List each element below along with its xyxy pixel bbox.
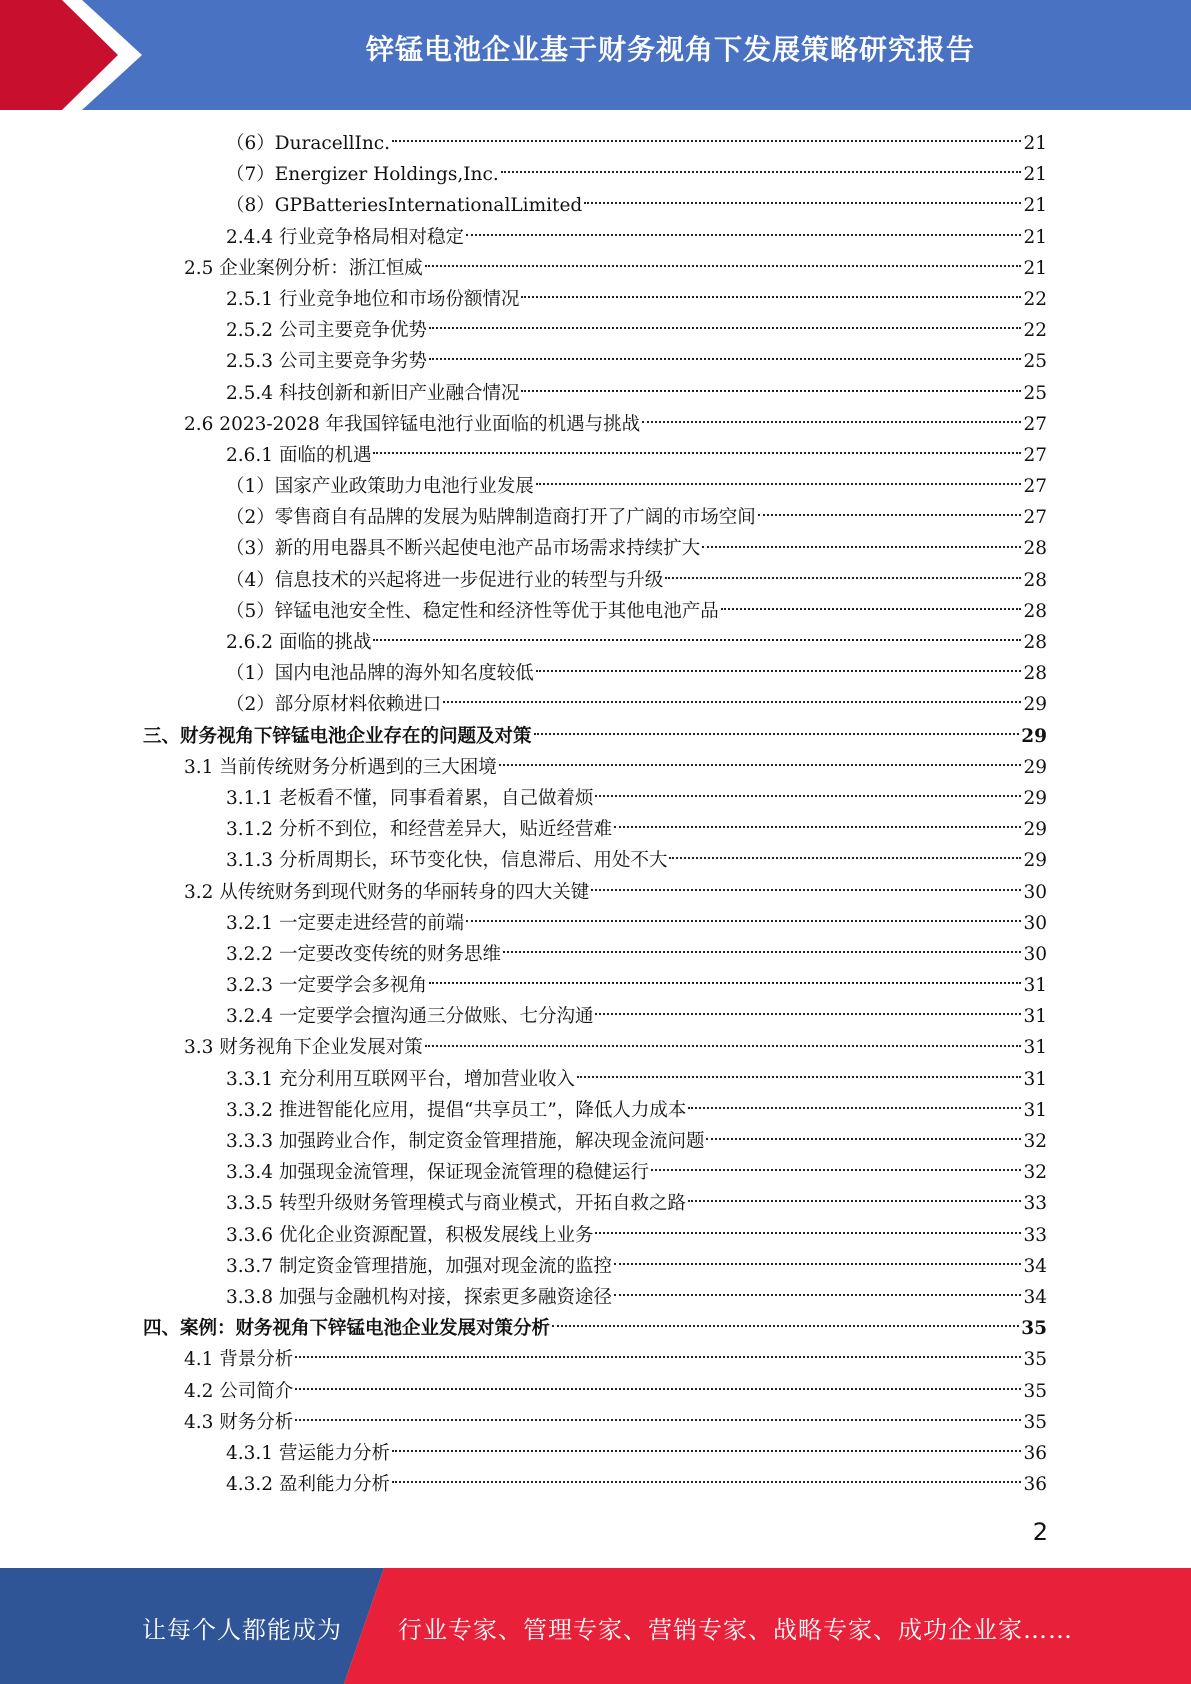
header-arrow-graphic [0,0,160,110]
toc-entry-page: 34 [1023,1286,1047,1308]
toc-entry-title: 3.2.4 一定要学会擅沟通三分做账、七分沟通 [226,1006,594,1028]
toc-entry-title: 3.1.3 分析周期长，环节变化快，信息滞后、用处不大 [226,850,668,872]
toc-entry-page: 35 [1023,1380,1047,1402]
toc-entry-page: 28 [1023,632,1047,653]
toc-entry-title: 三、财务视角下锌锰电池企业存在的问题及对策 [143,725,532,747]
toc-entry[interactable] [0,1188,1191,1219]
toc-entry-page: 29 [1023,756,1047,778]
toc-entry[interactable] [0,658,1191,689]
toc-entry[interactable] [0,1126,1191,1157]
toc-entry[interactable] [0,783,1191,814]
toc-dot-leader [614,1293,1021,1296]
toc-dot-leader [373,451,1021,454]
toc-entry[interactable] [0,565,1191,596]
toc-dot-leader [392,1449,1021,1452]
toc-dot-leader [721,607,1022,610]
toc-entry-title: 3.1.2 分析不到位，和经营差异大，贴近经营难 [226,819,612,841]
toc-entry-title: 2.5 企业案例分析：浙江恒威 [184,257,423,279]
toc-entry-page: 21 [1023,257,1047,279]
toc-dot-leader [466,233,1021,236]
toc-entry-title: （1）国内电池品牌的海外知名度较低 [226,663,534,685]
toc-entry[interactable] [0,1438,1191,1469]
toc-dot-leader [501,170,1022,173]
toc-dot-leader [651,1168,1021,1171]
toc-entry-title: 四、案例：财务视角下锌锰电池企业发展对策分析 [143,1318,551,1340]
toc-dot-leader [706,1137,1021,1140]
toc-entry[interactable] [0,222,1191,253]
toc-entry-page: 31 [1023,1068,1047,1090]
toc-dot-leader [536,482,1022,485]
toc-entry[interactable] [0,627,1191,658]
toc-dot-leader [425,1044,1022,1047]
toc-dot-leader [614,1262,1021,1265]
toc-entry-title: 2.6 2023-2028 年我国锌锰电池行业面临的机遇与挑战 [184,413,641,435]
toc-entry[interactable] [0,1032,1191,1063]
toc-dot-leader [429,357,1021,360]
toc-entry[interactable] [0,1220,1191,1251]
toc-entry[interactable] [0,845,1191,876]
toc-entry[interactable] [0,939,1191,970]
toc-dot-leader [373,638,1021,641]
toc-entry-title: （4）信息技术的兴起将进一步促进行业的转型与升级 [226,569,664,591]
toc-dot-leader [552,1324,1019,1327]
toc-entry-page: 29 [1023,694,1047,716]
toc-dot-leader [584,201,1021,204]
toc-entry-page: 32 [1023,1162,1047,1184]
toc-entry-title: 3.3.6 优化企业资源配置，积极发展线上业务 [226,1224,594,1246]
toc-entry-page: 36 [1023,1442,1047,1464]
toc-entry[interactable] [0,533,1191,564]
toc-entry-title: 3.3.3 加强跨业合作，制定资金管理措施，解决现金流问题 [226,1131,705,1152]
toc-dot-leader [688,1199,1021,1202]
toc-entry-title: （8）GPBatteriesInternationalLimited [226,195,583,217]
toc-entry-page: 27 [1023,413,1047,435]
toc-entry[interactable] [0,409,1191,440]
toc-entry-page: 31 [1023,975,1047,997]
toc-entry-page: 27 [1023,476,1047,498]
toc-entry-page: 35 [1023,1411,1047,1433]
toc-entry[interactable] [0,877,1191,908]
toc-entry-title: 4.3 财务分析 [184,1411,294,1433]
toc-entry-page: 36 [1023,1474,1047,1496]
toc-dot-leader [521,295,1021,298]
toc-entry-page: 35 [1021,1318,1047,1340]
toc-entry[interactable] [0,1344,1191,1375]
toc-entry-page: 21 [1023,164,1047,186]
toc-entry[interactable] [0,689,1191,720]
toc-entry-title: 2.5.4 科技创新和新旧产业融合情况 [226,382,520,404]
page-footer [0,1568,1191,1684]
toc-entry[interactable] [0,315,1191,346]
toc-entry[interactable] [0,346,1191,377]
toc-entry-page: 30 [1023,881,1047,903]
toc-entry-title: 3.2.2 一定要改变传统的财务思维 [226,943,501,965]
toc-dot-leader [499,763,1022,766]
toc-dot-leader [614,825,1021,828]
toc-dot-leader [392,139,1021,142]
toc-entry[interactable] [0,159,1191,190]
toc-entry[interactable] [0,378,1191,409]
toc-entry-title: 4.2 公司简介 [184,1380,294,1402]
header-red-arrow [0,0,118,110]
toc-entry[interactable] [0,190,1191,221]
toc-entry[interactable] [0,1376,1191,1407]
toc-entry-page: 27 [1023,507,1047,529]
toc-dot-leader [392,1480,1021,1483]
toc-dot-leader [536,669,1022,672]
toc-dot-leader [642,420,1021,423]
toc-entry-page: 32 [1023,1131,1047,1152]
toc-dot-leader [577,1075,1021,1078]
toc-dot-leader [521,389,1021,392]
toc-entry[interactable] [0,1064,1191,1095]
toc-entry-title: （2）零售商自有品牌的发展为贴牌制造商打开了广阔的市场空间 [226,507,756,529]
toc-entry[interactable] [0,1251,1191,1282]
toc-dot-leader [466,919,1021,922]
toc-entry-title: 2.5.2 公司主要竞争优势 [226,320,427,342]
toc-entry-title: 3.3.8 加强与金融机构对接，探索更多融资途径 [226,1286,612,1308]
toc-entry-title: （1）国家产业政策助力电池行业发展 [226,476,534,498]
toc-entry-title: 3.3.5 转型升级财务管理模式与商业模式，开拓自救之路 [226,1193,686,1215]
toc-entry[interactable] [0,128,1191,159]
toc-dot-leader [503,950,1021,953]
toc-entry-title: （3）新的用电器具不断兴起使电池产品市场需求持续扩大 [226,538,701,560]
toc-entry-title: 3.1.1 老板看不懂，同事看着累，自己做着烦 [226,787,594,809]
toc-entry[interactable] [0,1469,1191,1500]
toc-entry-page: 31 [1023,1037,1047,1059]
toc-entry-title: 3.2 从传统财务到现代财务的华丽转身的四大关键 [184,881,590,903]
toc-entry-title: 4.3.2 盈利能力分析 [226,1474,390,1496]
report-title: 锌锰电池企业基于财务视角下发展策略研究报告 [365,33,975,66]
toc-entry-page: 27 [1023,444,1047,466]
toc-entry-title: 2.4.4 行业竞争格局相对稳定 [226,226,464,248]
toc-dot-leader [591,888,1021,891]
toc-entry[interactable] [0,1282,1191,1313]
toc-dot-leader [669,856,1021,859]
toc-entry-title: 3.2.1 一定要走进经营的前端 [226,912,464,934]
toc-entry[interactable] [0,471,1191,502]
toc-entry-page: 33 [1023,1224,1047,1246]
footer-slogan-left: 让每个人都能成为 [142,1616,342,1644]
toc-entry-title: 3.3.4 加强现金流管理，保证现金流管理的稳健运行 [226,1162,649,1184]
toc-dot-leader [665,576,1021,579]
toc-entry-title: 2.6.2 面临的挑战 [226,632,372,653]
toc-entry-page: 31 [1023,1099,1047,1121]
toc-entry[interactable] [0,1001,1191,1032]
toc-entry[interactable] [0,502,1191,533]
toc-entry-page: 25 [1023,382,1047,404]
toc-entry-page: 28 [1023,600,1047,622]
toc-entry[interactable] [0,1313,1191,1344]
toc-entry-page: 33 [1023,1193,1047,1215]
toc-entry-title: 3.3.7 制定资金管理措施，加强对现金流的监控 [226,1255,612,1277]
toc-dot-leader [295,1418,1021,1421]
toc-entry-title: 3.3 财务视角下企业发展对策 [184,1037,423,1059]
toc-entry-page: 29 [1023,819,1047,841]
toc-entry-title: （5）锌锰电池安全性、稳定性和经济性等优于其他电池产品 [226,600,719,622]
toc-dot-leader [429,326,1021,329]
toc-entry-title: 3.2.3 一定要学会多视角 [226,975,427,997]
toc-entry-title: （2）部分原材料依赖进口 [226,694,442,716]
toc-entry-title: （7）Energizer Holdings,Inc. [226,164,499,186]
footer-slogan-right: 行业专家、管理专家、营销专家、战略专家、成功企业家…… [398,1616,1073,1644]
toc-dot-leader [443,700,1021,703]
toc-dot-leader [595,1231,1021,1234]
toc-entry-page: 28 [1023,663,1047,685]
toc-entry[interactable] [0,596,1191,627]
toc-dot-leader [688,1106,1021,1109]
toc-dot-leader [595,794,1021,797]
toc-entry[interactable] [0,253,1191,284]
toc-entry-page: 28 [1023,569,1047,591]
toc-entry-page: 29 [1023,850,1047,872]
toc-entry[interactable] [0,970,1191,1001]
toc-entry-page: 29 [1023,787,1047,809]
page-number: 2 [1032,1518,1048,1546]
toc-entry-page: 21 [1023,133,1047,154]
toc-entry[interactable] [0,908,1191,939]
page-header [0,0,1191,110]
toc-dot-leader [702,545,1021,548]
toc-entry-page: 25 [1023,351,1047,373]
toc-entry-page: 21 [1023,226,1047,248]
toc-entry[interactable] [0,284,1191,315]
toc-entry[interactable] [0,814,1191,845]
toc-entry-title: 2.6.1 面临的机遇 [226,444,372,466]
toc-entry[interactable] [0,1157,1191,1188]
toc-entry[interactable] [0,1407,1191,1438]
toc-entry-page: 22 [1023,320,1047,342]
toc-entry-title: 3.3.1 充分利用互联网平台，增加营业收入 [226,1068,575,1090]
toc-entry-title: 3.1 当前传统财务分析遇到的三大困境 [184,756,497,778]
toc-entry-page: 22 [1023,288,1047,310]
toc-dot-leader [425,264,1022,267]
toc-dot-leader [534,732,1020,735]
toc-dot-leader [295,1355,1021,1358]
toc-entry-title: 3.3.2 推进智能化应用，提倡“共享员工”，降低人力成本 [226,1099,687,1121]
toc-entry-title: 2.5.3 公司主要竞争劣势 [226,351,427,373]
toc-dot-leader [595,1012,1021,1015]
toc-entry-page: 21 [1023,195,1047,217]
toc-entry-page: 30 [1023,943,1047,965]
toc-entry-page: 31 [1023,1006,1047,1028]
toc-entry-title: （6）DuracellInc. [226,133,390,154]
toc-entry-title: 4.1 背景分析 [184,1349,294,1371]
table-of-contents [0,128,1191,1500]
toc-entry-title: 2.5.1 行业竞争地位和市场份额情况 [226,288,520,310]
toc-entry-page: 35 [1023,1349,1047,1371]
toc-entry[interactable] [0,721,1191,752]
toc-entry[interactable] [0,752,1191,783]
toc-entry[interactable] [0,440,1191,471]
toc-entry-page: 34 [1023,1255,1047,1277]
toc-entry-title: 4.3.1 营运能力分析 [226,1442,390,1464]
toc-entry-page: 28 [1023,538,1047,560]
toc-entry-page: 30 [1023,912,1047,934]
toc-entry[interactable] [0,1095,1191,1126]
toc-entry-page: 29 [1021,725,1047,747]
toc-dot-leader [295,1387,1021,1390]
toc-dot-leader [429,981,1021,984]
toc-dot-leader [758,513,1022,516]
